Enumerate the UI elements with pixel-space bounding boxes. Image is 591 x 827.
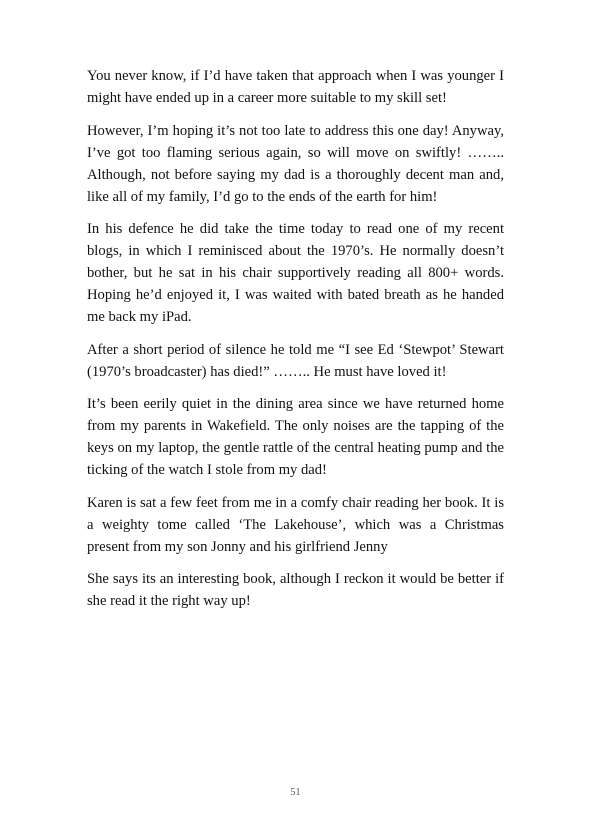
paragraph: Karen is sat a few feet from me in a comfy chair reading her book. It is a weighty tome called ‘The Lakehouse’, which was a Christmas present from my son Jonny and his girlfriend Jenny [87,494,504,555]
paragraph: However, I’m hoping it’s not too late to address this one day! Anyway, I’ve got too flaming serious again, so will move on swiftly! …….. Although, not before saying my dad is a thoroughly decent man and, like all of my family, I’d go to the ends of the earth for him! [87,122,504,205]
paragraph: In his defence he did take the time today to read one of my recent blogs, in which I reminisced about the 1970’s. He normally doesn’t bother, but he sat in his chair supportively reading all 800+ words. Hoping he’d enjoyed it, I was waited with bated breath as he handed me back my iPad. [87,221,504,325]
paragraph: After a short period of silence he told me “I see Ed ‘Stewpot’ Stewart (1970’s broadcaster) has died!” …….. He must have loved it! [87,341,504,380]
page-number: 51 [290,787,301,798]
paragraph: You never know, if I’d have taken that approach when I was younger I might have ended up in a career more suitable to my skill set! [87,68,504,106]
body-text [87,65,504,623]
paragraph: She says its an interesting book, although I reckon it would be better if she read it the right way up! [87,571,504,609]
paragraph: It’s been eerily quiet in the dining area since we have returned home from my parents in Wakefield. The only noises are the tapping of the keys on my laptop, the gentle rattle of the central heating pump and the ticking of the watch I stole from my dad! [87,396,504,478]
